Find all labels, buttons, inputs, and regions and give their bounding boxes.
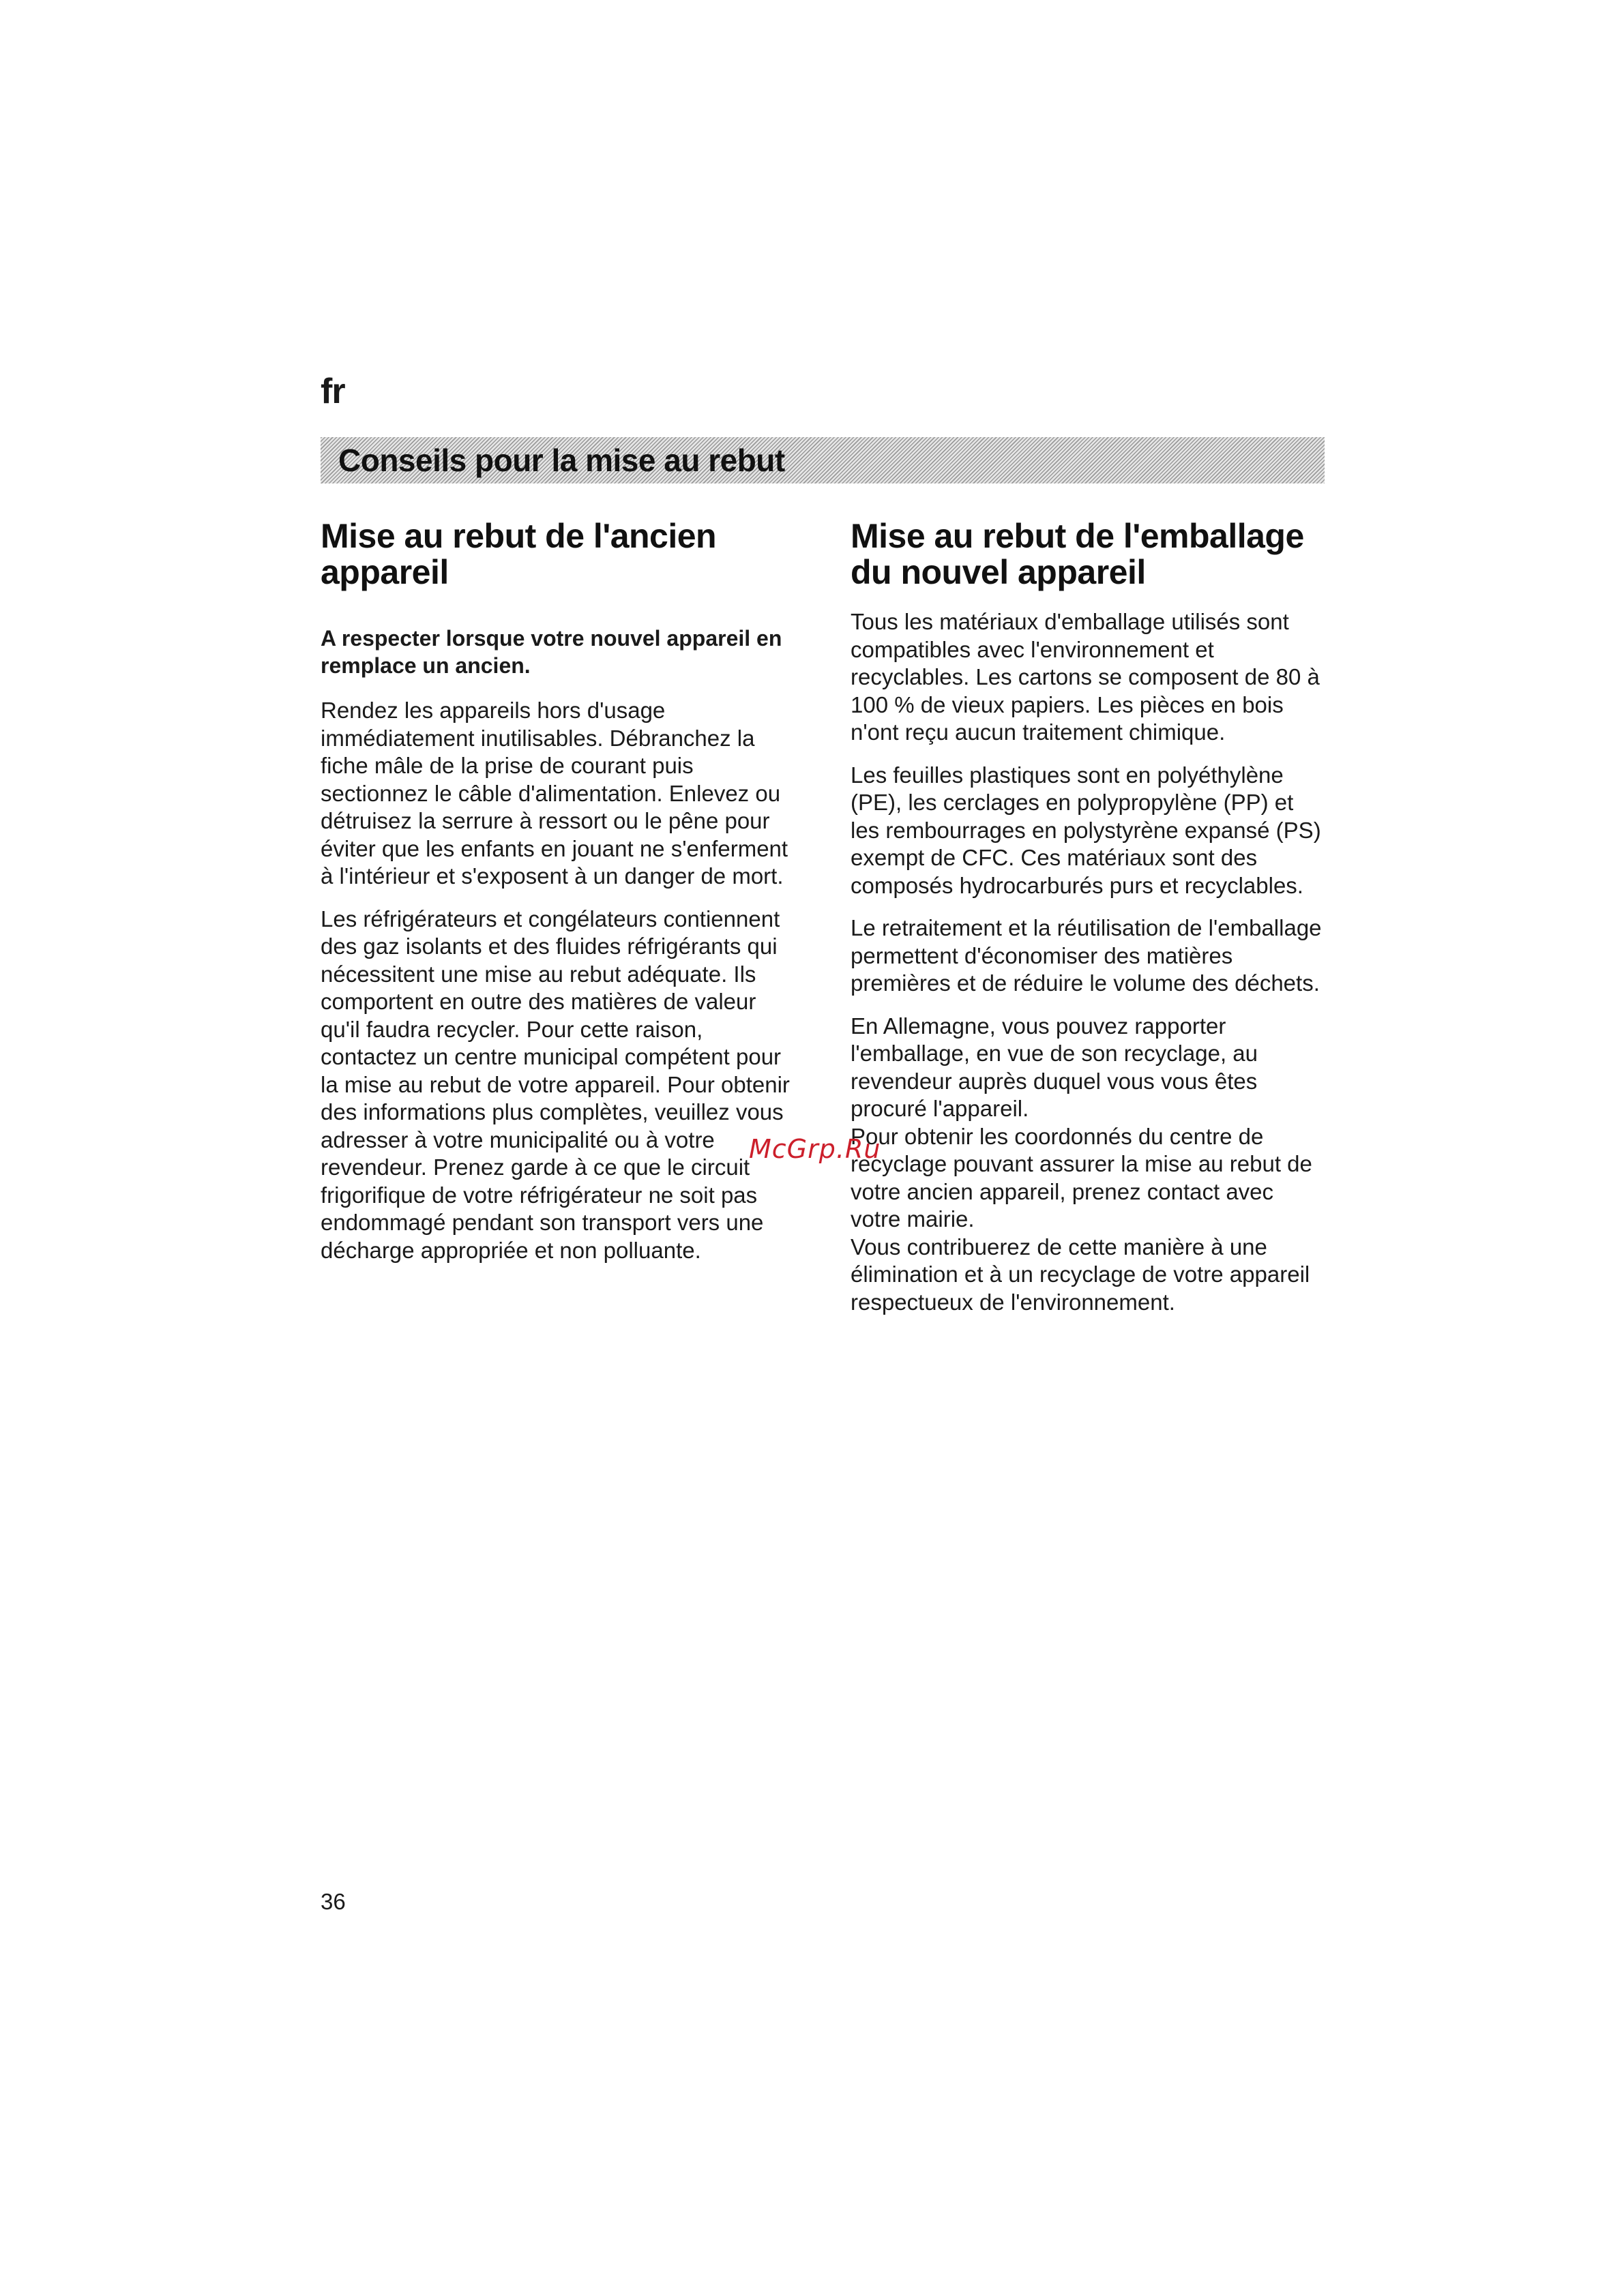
right-final-line-1: En Allemagne, vous pouvez rapporter l'emballage, en vue de son recyclage, au revendeur auprès duquel vous vous êtes procuré l'appareil. [851,1013,1258,1121]
right-paragraph-1: Tous les matériaux d'emballage utilisés sont compatibles avec l'environnement et recyclables. Les cartons se composent de 80 à 100 % de vieux papiers. Les pièces en bois n'ont reçu aucun traitement chimique. [851,609,1320,745]
left-column [321,518,791,1279]
right-paragraph-3: Le retraitement et la réutilisation de l'emballage permettent d'économiser des matières premières et de réduire le volume des déchets. [851,915,1322,996]
right-final-block [851,1013,1328,1317]
section-header-band [321,437,1325,483]
right-heading: Mise au rebut de l'emballage du nouvel appareil [851,517,1304,591]
watermark-text: McGrp.Ru [749,1134,881,1164]
right-final-line-3: Vous contribuerez de cette manière à une élimination et à un recyclage de votre appareil respectueux de l'environnement. [851,1234,1310,1315]
right-final-line-2: Pour obtenir les coordonnés du centre de recyclage pouvant assurer la mise au rebut de votre ancien appareil, prenez contact avec votre mairie. [851,1123,1312,1232]
left-subheading: A respecter lorsque votre nouvel appareil en remplace un ancien. [321,626,782,678]
language-code: fr [321,372,345,411]
left-heading: Mise au rebut de l'ancien appareil [321,517,717,591]
section-title: Conseils pour la mise au rebut [338,443,785,478]
page-number: 36 [321,1889,346,1914]
right-paragraph-2: Les feuilles plastiques sont en polyéthylène (PE), les cerclages en polypropylène (PP) et les rembourrages en polystyrène expansé (PS) exempt de CFC. Ces matériaux sont des composés hydrocarburés purs et recyclables. [851,762,1321,898]
left-paragraph-1: Rendez les appareils hors d'usage immédiatement inutilisables. Débranchez la fiche mâle de la prise de courant puis sectionnez le câble d'alimentation. Enlevez ou détruisez la serrure à ressort ou le pêne pour éviter que les enfants en jouant ne s'enferment à l'intérieur et s'exposent à un danger de mort. [321,698,788,889]
right-column [851,518,1328,1316]
left-paragraph-2: Les réfrigérateurs et congélateurs contiennent des gaz isolants et des fluides réfrigérants qui nécessitent une mise au rebut adéquate. Ils comportent en outre des matières de valeur qu'il faudra recycler. Pour cette raison, contactez un centre municipal compétent pour la mise au rebut de votre appareil. Pour obtenir des informations plus complètes, veuillez vous adresser à votre municipalité ou à votre revendeur. Prenez garde à ce que le circuit frigorifique de votre réfrigérateur ne soit pas endommagé pendant son transport vers une décharge appropriée et non polluante. [321,906,790,1263]
